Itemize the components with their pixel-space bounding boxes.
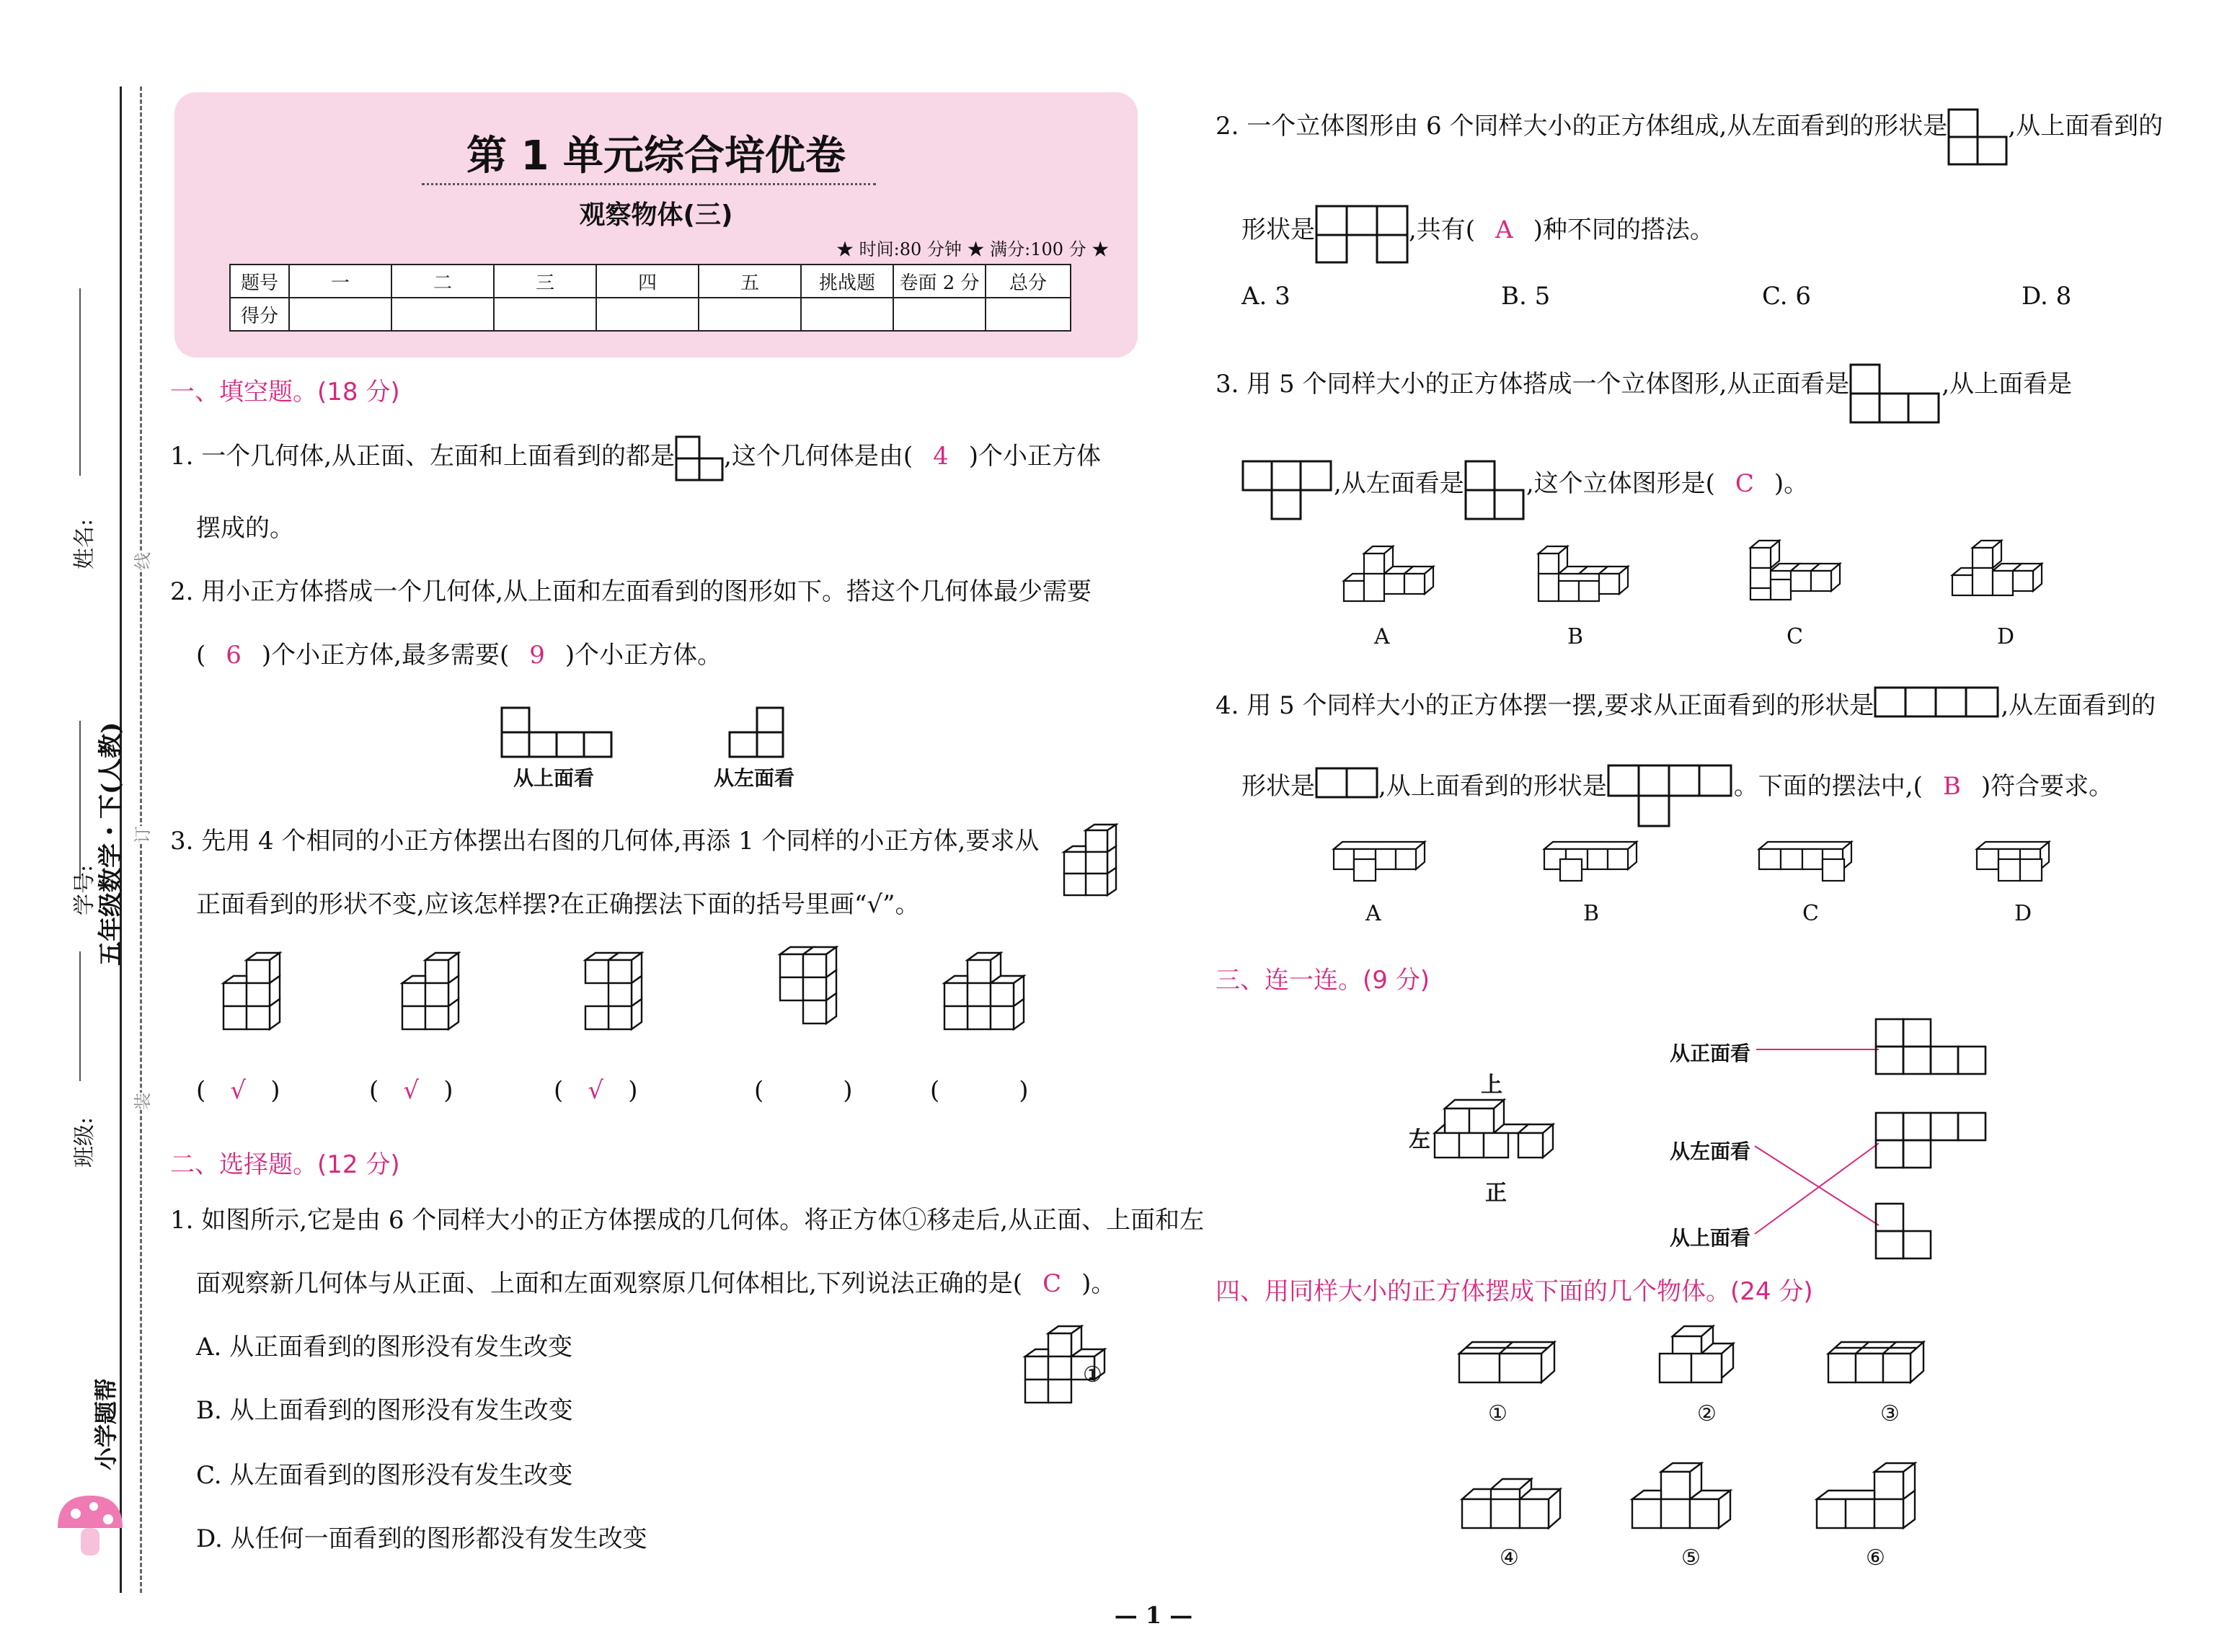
s2-q1-cubes-figure: [1012, 1323, 1135, 1410]
s2-q4-text-e: 。下面的摆法中,(: [1733, 772, 1923, 801]
s2-q3-label-d: D: [1997, 624, 2015, 649]
id-underline: [79, 721, 81, 879]
s2-q4-text-b: ,从左面看到的: [2001, 691, 2156, 720]
s2-q1-option-b: B. 从上面看到的图形没有发生改变: [196, 1396, 573, 1425]
s2-q3-label-a: A: [1374, 624, 1390, 649]
s1-q3-reference-cubes: [1058, 825, 1123, 897]
section4-title: 四、用同样大小的正方体摆成下面的几个物体。(24 分): [1216, 1277, 1813, 1306]
s2-q1-cube-marker: ①: [1083, 1362, 1102, 1387]
s2-q4-top-view-icon: [1607, 764, 1734, 827]
s4-figure-1-cubes: [1458, 1332, 1559, 1394]
s4-label-5: ⑤: [1681, 1545, 1701, 1571]
s4-figure-5-cubes: [1631, 1462, 1746, 1540]
s2-q3-text-a: 3. 用 5 个同样大小的正方体搭成一个立体图形,从正面看是: [1216, 370, 1850, 399]
s2-q3-line2: [1241, 460, 1808, 520]
s4-label-4: ④: [1500, 1545, 1519, 1571]
s2-q4-option-a-cubes: [1325, 840, 1440, 885]
score-cell[interactable]: [494, 298, 596, 331]
s3-label-left: 左: [1409, 1127, 1430, 1153]
s1-q2-line1: 2. 用小正方体搭成一个几何体,从上面和左面看到的图形如下。搭这个几何体最少需要: [170, 577, 1092, 606]
s2-q4-text-d: ,从上面看到的形状是: [1378, 772, 1607, 801]
s3-view-front[interactable]: 从正面看: [1670, 1042, 1751, 1065]
s3-connection-lines: [1745, 1038, 1882, 1247]
id-label: 学号:: [72, 864, 97, 915]
exam-meta: ★ 时间:80 分钟 ★ 满分:100 分 ★: [836, 239, 1110, 259]
s1-q2-text-d: )个小正方体。: [565, 641, 722, 670]
s3-left-view-shape: [1874, 1111, 1987, 1171]
s1-q3-choice-2[interactable]: ( √ ): [369, 1076, 453, 1105]
s1-q3-choice-5[interactable]: ( ): [930, 1076, 1029, 1105]
section3-title: 三、连一连。(9 分): [1216, 966, 1430, 995]
section1-title: 一、填空题。(18 分): [170, 378, 400, 407]
s2-q4-line1: [1216, 686, 2156, 719]
s2-q1-line1: 1. 如图所示,它是由 6 个同样大小的正方体摆成的几何体。将正方体①移走后,从正面、上面和左: [170, 1206, 1205, 1235]
s1-q1-line1: [170, 435, 1101, 481]
s2-q1-text-b: 面观察新几何体与从正面、上面和左面观察原几何体相比,下列说法正确的是(: [196, 1269, 1023, 1298]
s2-q2-line1: [1216, 108, 2163, 166]
s2-q4-label-a: A: [1365, 901, 1381, 926]
page-number: — 1 —: [1114, 1602, 1193, 1629]
score-cell[interactable]: [893, 298, 986, 331]
s2-q3-text-d: ,这个立体图形是(: [1526, 469, 1715, 498]
name-underline: [79, 288, 81, 476]
score-cell[interactable]: [596, 298, 699, 331]
s2-q3-option-b-cubes: [1537, 545, 1631, 610]
s1-q3-choice-4[interactable]: ( ): [754, 1076, 853, 1105]
s1-q2-left-view-icon: [728, 706, 786, 758]
s2-q4-answer: B: [1942, 772, 1961, 801]
s2-q3-option-c-cubes: [1749, 539, 1843, 608]
s2-q2-top-view-icon: [1315, 205, 1409, 264]
s2-q4-line2: [1241, 764, 2113, 827]
mushroom-logo-icon: [50, 1485, 130, 1564]
table-cell: 五: [699, 265, 801, 298]
score-cell[interactable]: [986, 298, 1071, 331]
s2-q4-front-view-icon: [1874, 686, 2001, 719]
s2-q4-text-a: 4. 用 5 个同样大小的正方体摆一摆,要求从正面看到的形状是: [1216, 691, 1874, 720]
table-cell: 一: [289, 265, 391, 298]
table-cell: 挑战题: [801, 265, 893, 298]
s4-label-6: ⑥: [1866, 1545, 1885, 1571]
s2-q1-option-c: C. 从左面看到的图形没有发生改变: [196, 1461, 573, 1490]
s4-figure-3-cubes: [1827, 1332, 1928, 1394]
s1-q3-option-2-cubes: [389, 951, 476, 1031]
s1-q1-answer: 4: [933, 442, 949, 471]
s2-q3-text-b: ,从上面看是: [1942, 370, 2073, 399]
score-cell[interactable]: [801, 298, 893, 331]
s2-q2-text-a: 2. 一个立体图形由 6 个同样大小的正方体组成,从左面看到的形状是: [1216, 112, 1948, 141]
s2-q3-front-view-icon: [1849, 363, 1942, 424]
table-cell: 四: [596, 265, 699, 298]
s2-q3-top-view-icon: [1241, 460, 1334, 520]
score-table: [229, 264, 1071, 332]
s1-q1-shape-icon: [675, 435, 724, 481]
s2-q3-label-b: B: [1567, 624, 1584, 649]
s2-q1-option-d: D. 从任何一面看到的图形都没有发生改变: [196, 1524, 647, 1553]
s2-q2-text-b: ,从上面看到的: [2008, 112, 2164, 141]
s1-q3-option-5-cubes: [937, 951, 1038, 1031]
s1-q3-check-2: √: [403, 1076, 420, 1105]
s1-q3-option-4-cubes: [773, 946, 852, 1031]
s2-q2-text-e: )种不同的搭法。: [1533, 216, 1714, 244]
s3-view-top[interactable]: 从上面看: [1670, 1226, 1751, 1250]
s1-q1-text-a: 1. 一个几何体,从正面、左面和上面看到的都是: [170, 442, 676, 471]
title-dotted-rule: [422, 183, 876, 185]
s2-q2-answer: A: [1495, 216, 1513, 244]
s2-q3-answer: C: [1735, 469, 1754, 498]
s2-q3-line1: [1216, 363, 2072, 424]
s3-front-view-shape: [1874, 1018, 1987, 1077]
table-cell: 得分: [230, 298, 289, 331]
s1-q3-choice-1[interactable]: ( √ ): [196, 1076, 280, 1105]
table-cell: 三: [494, 265, 596, 298]
class-underline: [79, 951, 81, 1081]
s2-q1-option-a: A. 从正面看到的图形没有发生改变: [196, 1333, 573, 1362]
s2-q4-option-b-cubes: [1543, 840, 1658, 885]
s4-label-2: ②: [1697, 1401, 1717, 1426]
s2-q2-option-d: D. 8: [2022, 282, 2072, 311]
s2-q3-option-d-cubes: [1951, 539, 2045, 608]
brand-label: 小学题帮: [92, 1377, 120, 1470]
class-label: 班级:: [72, 1116, 97, 1168]
s2-q2-line2: [1241, 205, 1714, 264]
s1-q2-answer-max: 9: [529, 641, 545, 670]
s1-q1-text-c: )个小正方体: [968, 442, 1102, 471]
s2-q4-text-f: )符合要求。: [1980, 772, 2114, 801]
s1-q2-left-caption: 从左面看: [714, 766, 795, 790]
s3-label-top: 上: [1481, 1073, 1502, 1098]
s2-q4-left-view-icon: [1315, 767, 1378, 800]
s1-q3-option-3-cubes: [578, 951, 658, 1031]
table-cell: 二: [391, 265, 494, 298]
score-table-score-row: [230, 298, 1071, 331]
s2-q3-left-view-icon: [1464, 460, 1526, 520]
s2-q3-label-c: C: [1787, 624, 1803, 649]
score-table-header-row: [230, 265, 1071, 298]
s1-q1-text-b: ,这个几何体是由(: [724, 442, 913, 471]
s4-figure-4-cubes: [1461, 1475, 1576, 1540]
s1-q3-line2: 正面看到的形状不变,应该怎样摆?在正确摆法下面的括号里画“√”。: [196, 890, 920, 919]
s2-q4-text-c: 形状是: [1241, 772, 1315, 801]
s2-q2-option-b: B. 5: [1501, 282, 1551, 311]
s4-figure-2-cubes: [1658, 1323, 1737, 1394]
s2-q3-text-e: )。: [1774, 469, 1809, 498]
s4-label-3: ③: [1880, 1401, 1900, 1426]
s2-q2-option-c: C. 6: [1762, 282, 1812, 311]
s2-q1-text-c: )。: [1081, 1269, 1116, 1298]
cut-mark-3: 装: [128, 1093, 154, 1110]
s4-label-1: ①: [1488, 1401, 1507, 1426]
page-subtitle: 观察物体(三): [579, 200, 733, 230]
page-title: 第 1 单元综合培优卷: [466, 133, 846, 179]
s2-q1-line2: [196, 1271, 1115, 1296]
s1-q2-top-view-icon: [500, 706, 616, 758]
s1-q2-line2: [196, 641, 722, 670]
s1-q2-text-b: (: [196, 641, 206, 670]
s1-q3-option-1-cubes: [216, 951, 296, 1031]
score-cell[interactable]: [699, 298, 801, 331]
table-cell: 题号: [230, 265, 289, 298]
s1-q2-top-caption: 从上面看: [513, 766, 595, 790]
score-cell[interactable]: [391, 298, 494, 331]
grade-label: 五年级数学・下(人教): [97, 721, 125, 966]
s3-label-front: 正: [1485, 1181, 1507, 1206]
s3-top-view-shape: [1874, 1202, 1932, 1261]
s4-figure-6-cubes: [1815, 1462, 1931, 1540]
s2-q2-option-a: A. 3: [1241, 282, 1290, 311]
s2-q4-label-c: C: [1802, 901, 1819, 926]
s2-q2-text-c: 形状是: [1241, 216, 1315, 244]
s1-q2-answer-min: 6: [226, 641, 242, 670]
s1-q3-line1: 3. 先用 4 个相同的小正方体摆出右图的几何体,再添 1 个同样的小正方体,要求从: [170, 827, 1040, 856]
score-cell[interactable]: [289, 298, 391, 331]
s1-q3-choice-3[interactable]: ( √ ): [554, 1076, 638, 1105]
name-label: 姓名:: [72, 518, 97, 569]
s2-q3-option-a-cubes: [1342, 545, 1436, 610]
section2-title: 二、选择题。(12 分): [170, 1150, 400, 1179]
cut-mark-1: 线: [128, 552, 154, 569]
s2-q4-label-b: B: [1583, 901, 1600, 926]
s3-cubes-figure: [1435, 1088, 1564, 1182]
cut-mark-2: 订: [128, 826, 154, 843]
s2-q4-option-c-cubes: [1758, 840, 1880, 885]
s1-q3-check-1: √: [230, 1076, 247, 1105]
s1-q3-check-3: √: [588, 1076, 604, 1105]
s2-q1-answer: C: [1042, 1269, 1062, 1298]
table-cell: 卷面 2 分: [893, 265, 986, 298]
s1-q2-text-c: )个小正方体,最多需要(: [261, 641, 510, 670]
s2-q2-left-view-icon: [1947, 108, 2008, 166]
s3-view-left[interactable]: 从左面看: [1670, 1140, 1751, 1163]
s2-q4-option-d-cubes: [1975, 840, 2069, 885]
s2-q2-text-d: ,共有(: [1409, 216, 1476, 244]
s2-q3-text-c: ,从左面看是: [1334, 469, 1464, 498]
s2-q4-label-d: D: [2014, 901, 2032, 926]
table-cell: 总分: [986, 265, 1071, 298]
s1-q1-line2: 摆成的。: [196, 514, 294, 543]
